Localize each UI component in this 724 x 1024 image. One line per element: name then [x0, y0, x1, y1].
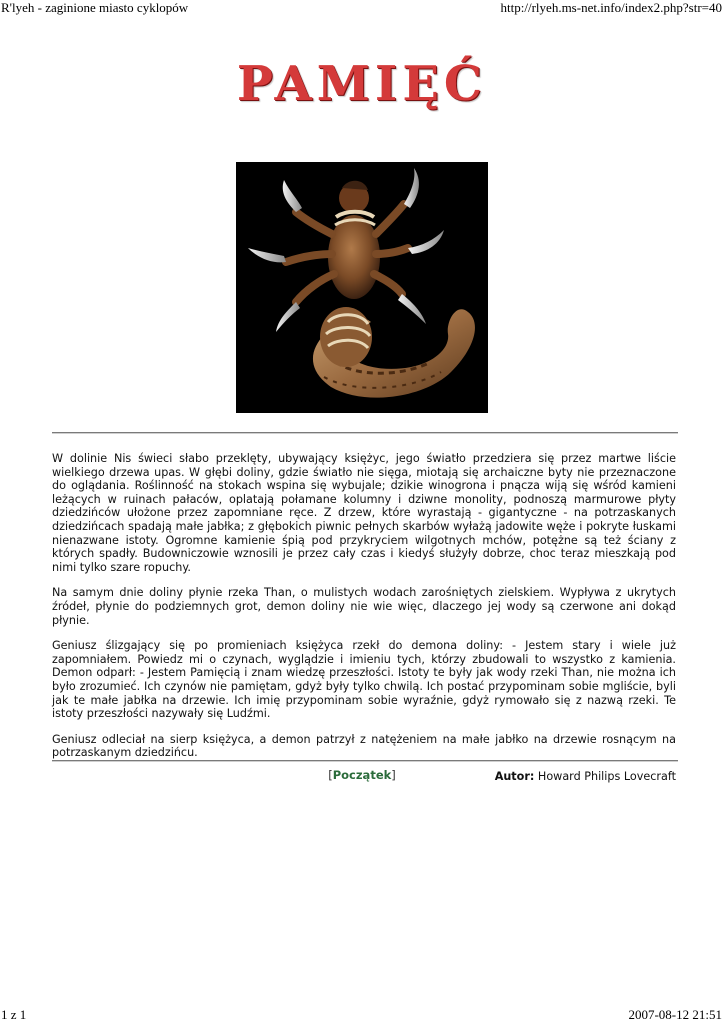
- open-bracket: [: [328, 768, 333, 782]
- page-count: 1 z 1: [1, 1007, 27, 1022]
- home-nav: [0, 768, 724, 782]
- page-title: PAMIĘĆ: [236, 56, 488, 112]
- bottom-divider: [52, 760, 678, 762]
- article-body: [52, 452, 676, 783]
- close-bracket: ]: [391, 768, 396, 782]
- paragraph: Geniusz ślizgający się po promieniach księżyca rzekł do demona doliny: - Jestem stary i wiele już zapomniałem. Powiedz mi o czynach, wyglądzie i imieniu tych, którzy zbudowali to wszystko z kamienia. Demon odparł: - Jestem Pamięcią i znam wiedzę przeszłości. Istoty te były jak wody rzeki Than, nie można ich było zrozumieć. Ich czynów nie pamiętam, gdyż były tylko chwilą. Ich postać przypominam sobie mgliście, byli jak te małe jabłka na drzewie. Ich imię przypominam sobie wyraźnie, gdyż rymowało się z nazwą rzeki. Te istoty przeszłości nazywały się Ludźmi.: [52, 639, 676, 721]
- paragraph: Geniusz odleciał na sierp księżyca, a demon patrzył z natężeniem na małe jabłko na drzewie rosnącym na potrzaskanym dziedzińcu.: [52, 732, 676, 760]
- print-timestamp: 2007-08-12 21:51: [628, 1007, 722, 1022]
- paragraph: W dolinie Nis świeci słabo przeklęty, ubywający księżyc, jego światło przedziera się przez martwe liście wielkiego drzewa upas. W głębi doliny, gdzie światło nie sięga, miotają się archaiczne byty nie przeznaczone do oglądania. Roślinność na stokach wspina się wybujale; dzikie winogrona i pnącza wiją się wśród kamieni leżących w ruinach pałaców, oplatają połamane kolumny i dziwne monolity, podnoszą marmurowe płyty dziedzińców ułożone przez zapomniane ręce. Z drzew, które wyrastają - gigantyczne - na potrzaskanych dziedzińcach spadają małe jabłka; z głębokich piwnic pełnych skarbów wyłażą jadowite węże i pokryte łuskami nienazwane istoty. Ogromne kamienie śpią pod przykryciem wilgotnych mchów, potężne są też ściany z których spadły. Budowniczowie wznosili je przez cały czas i kiedyś służyły dobrze, choc teraz mieszkają pod nimi tylko szare ropuchy.: [52, 452, 676, 574]
- page-url: http://rlyeh.ms-net.info/index2.php?str=40: [500, 0, 722, 15]
- multi-armed-serpent-demon-illustration: [236, 162, 488, 413]
- author-name: Howard Philips Lovecraft: [537, 769, 676, 783]
- home-link[interactable]: Początek: [332, 768, 392, 782]
- illustration-svg: [236, 162, 488, 413]
- top-divider: [52, 432, 678, 434]
- site-title: R'lyeh - zaginione miasto cyklopów: [1, 0, 189, 15]
- paragraph: Na samym dnie doliny płynie rzeka Than, o mulistych wodach zarośniętych zielskiem. Wypływa z ukrytych źródeł, płynie do podziemnych grot, demon doliny nie wie więc, dlaczego jej wody są czerwone ani dokąd płynie.: [52, 586, 676, 627]
- title-container: [0, 56, 724, 112]
- author-label: Autor:: [494, 769, 535, 783]
